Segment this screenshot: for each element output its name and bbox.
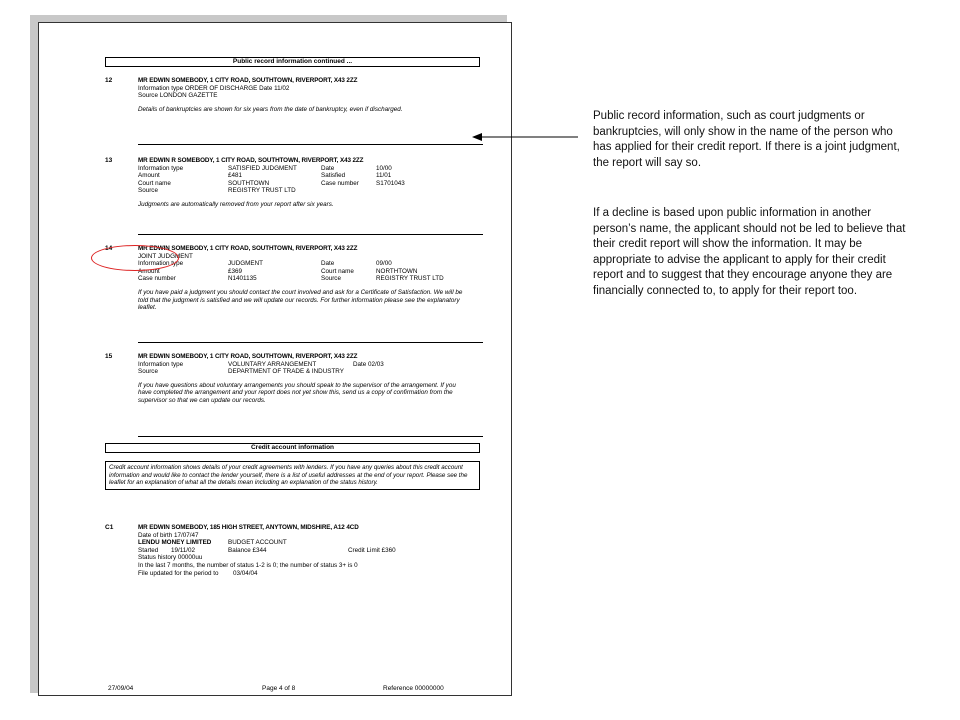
entry-row: Amount £481 Satisfied 11/01 — [138, 172, 392, 180]
entry-note: Details of bankruptcies are shown for six years from the date of bankruptcy, even if discharged. — [138, 105, 403, 113]
entry-name: MR EDWIN R SOMEBODY, 1 CITY ROAD, SOUTHTOWN, RIVERPORT, X43 2ZZ — [138, 157, 364, 164]
pointer-arrow-icon — [470, 131, 580, 143]
footer-date: 27/09/04 — [108, 685, 134, 692]
entry-name: MR EDWIN SOMEBODY, 185 HIGH STREET, ANYTOWN, MIDSHIRE, A12 4CD — [138, 524, 359, 531]
entry-number: C1 — [105, 524, 114, 531]
entry-row: Amount £369 Court name NORTHTOWN — [138, 267, 418, 275]
entry-note: If you have paid a judgment you should contact the court involved and ask for a Certificate of Satisfaction. We will be told that the judgment is satisfied and we will update our records. For further information please see the explanatory leaflet. — [138, 288, 463, 312]
divider — [138, 436, 483, 437]
entry-number: 12 — [105, 77, 113, 84]
divider — [138, 144, 483, 145]
divider — [138, 342, 483, 343]
public-record-header: Public record information continued ... — [105, 57, 480, 67]
annotation-decline-advice: If a decline is based upon public information in another person’s name, the applicant should not be led to believe that their credit report will show the information. It may be appropriate to advise the applicant to apply for their credit report and to suggest that they encourage anyone they are financially connected to, to apply for their report too. — [593, 207, 906, 297]
entry-row: Case number N1401135 Source REGISTRY TRUST LTD — [138, 275, 444, 283]
entry-line: Information type ORDER OF DISCHARGE Date 11/02 — [138, 84, 290, 92]
annotation-public-record: Public record information, such as court judgments or bankruptcies, will only show in the name of the person who has applied for their credit report. If there is a joint judgment, the report will say so. — [593, 110, 900, 169]
entry-name: MR EDWIN SOMEBODY, 1 CITY ROAD, SOUTHTOWN, RIVERPORT, X43 2ZZ — [138, 77, 358, 84]
entry-row: Information type JUDGMENT Date 09/00 — [138, 260, 392, 268]
status-row: Status history 00000uu — [138, 554, 203, 562]
joint-judgment-label: JOINT JUDGMENT — [138, 252, 193, 260]
account-row: Started 19/11/02 Balance £344 Credit Limit £360 — [138, 546, 396, 554]
entry-row: Information type VOLUNTARY ARRANGEMENT Date 02/03 — [138, 360, 384, 368]
entry-row: Source REGISTRY TRUST LTD — [138, 187, 296, 195]
entry-name: MR EDWIN SOMEBODY, 1 CITY ROAD, SOUTHTOWN, RIVERPORT, X43 2ZZ — [138, 353, 358, 360]
entry-note: Judgments are automatically removed from your report after six years. — [138, 200, 334, 208]
dob-line: Date of birth 17/07/47 — [138, 531, 199, 539]
entry-row: Information type SATISFIED JUDGMENT Date 10/00 — [138, 164, 392, 172]
footer-page: Page 4 of 8 — [262, 685, 296, 692]
entry-line: Source LONDON GAZETTE — [138, 92, 218, 100]
entry-row: Source DEPARTMENT OF TRADE & INDUSTRY — [138, 368, 344, 376]
entry-note: If you have questions about voluntary arrangements you should speak to the supervisor of the arrangement. If you have completed the arrangement and your report does not yet show this, send us a copy of confirmation from the supervisor so that we can update our records. — [138, 381, 456, 404]
status-summary: In the last 7 months, the number of status 1-2 is 0; the number of status 3+ is 0 — [138, 561, 358, 569]
joint-judgment-highlight — [91, 245, 179, 271]
footer-reference: Reference 00000000 — [383, 685, 444, 692]
entry-number: 14 — [105, 245, 113, 252]
divider — [138, 234, 483, 235]
lender-row: LENDU MONEY LIMITED BUDGET ACCOUNT — [138, 539, 287, 547]
entry-number: 15 — [105, 353, 113, 360]
entry-number: 13 — [105, 157, 113, 164]
credit-info-box: Credit account information shows details of your credit agreements with lenders. If you have any queries about this credit account information and would like to contact the lender yourself, there is a list of useful addresses at the end of your report. Please see the leaflet for an explanation of what all the details mean including an explanation of the status history. — [105, 461, 480, 490]
credit-account-header: Credit account information — [105, 443, 480, 453]
entry-name: MR EDWIN SOMEBODY, 1 CITY ROAD, SOUTHTOWN, RIVERPORT, X43 2ZZ — [138, 245, 358, 252]
entry-row: Court name SOUTHTOWN Case number S1701043 — [138, 179, 405, 187]
updated-row: File updated for the period to 03/04/04 — [138, 569, 258, 577]
